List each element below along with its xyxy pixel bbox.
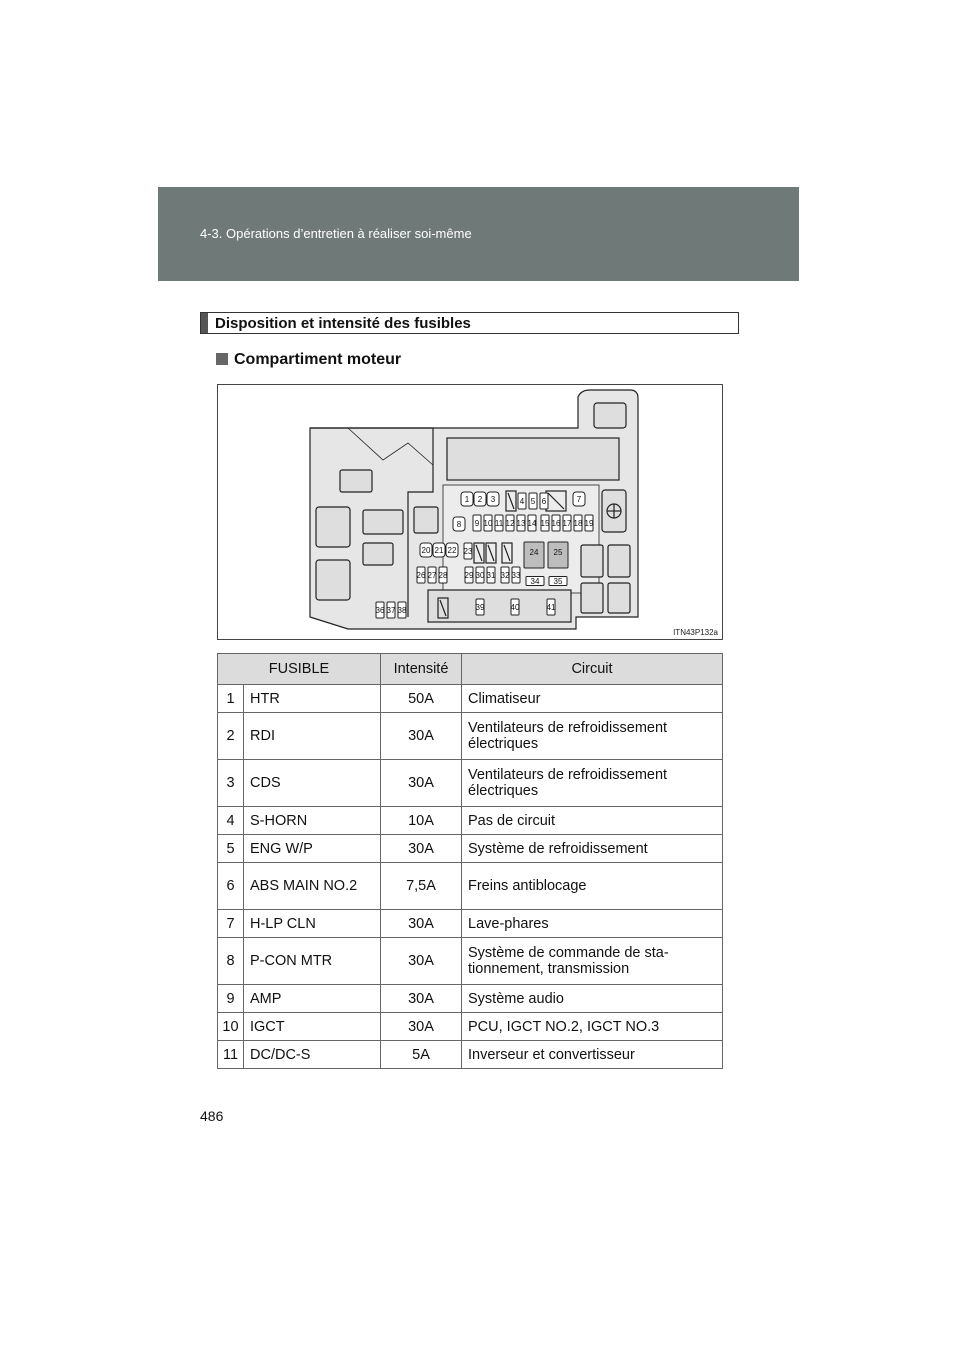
fuse-label: 9 — [474, 519, 480, 528]
fuse-circuit: Système de refroidissement — [462, 835, 723, 863]
table-row — [218, 685, 723, 713]
fuse-label: 38 — [397, 606, 407, 615]
fuse-label: 16 — [551, 519, 561, 528]
fuse-label: 3 — [490, 495, 496, 504]
table-row — [218, 863, 723, 910]
fuse-name: DC/DC-S — [244, 1041, 381, 1069]
table-row — [218, 1013, 723, 1041]
fuse-number: 7 — [218, 910, 244, 938]
fuse-5 — [529, 493, 537, 509]
fuse-circuit: Freins antiblocage — [462, 863, 723, 910]
fuse-label: 1 — [464, 495, 470, 504]
fuse-17 — [563, 515, 572, 531]
fuse-number: 5 — [218, 835, 244, 863]
fuse-intensity: 30A — [381, 713, 462, 760]
fuse-14 — [528, 515, 537, 531]
fuse-number: 11 — [218, 1041, 244, 1069]
fuse-27 — [428, 567, 437, 583]
fuse-number: 1 — [218, 685, 244, 713]
fuse-label: 4 — [519, 497, 525, 506]
fuse-intensity: 30A — [381, 760, 462, 807]
fuse-number: 3 — [218, 760, 244, 807]
fuse-number: 2 — [218, 713, 244, 760]
fuse-name: RDI — [244, 713, 381, 760]
fuse-label: 21 — [434, 546, 444, 555]
fuse-41 — [547, 599, 556, 615]
fuse-intensity: 30A — [381, 985, 462, 1013]
fuse-label: 8 — [456, 520, 462, 529]
fuse-intensity: 5A — [381, 1041, 462, 1069]
section-title-box — [200, 312, 739, 334]
fuse-24 — [524, 542, 544, 568]
col-header-circuit: Circuit — [462, 654, 723, 685]
fuse-name: AMP — [244, 985, 381, 1013]
fuse-39 — [476, 599, 485, 615]
fuse-label: 25 — [553, 548, 563, 557]
fuse-intensity: 30A — [381, 1013, 462, 1041]
fuse-6 — [540, 493, 548, 509]
table-row — [218, 713, 723, 760]
fuse-label: 31 — [486, 571, 496, 580]
fuse-30 — [476, 567, 485, 583]
fuse-34 — [526, 577, 544, 587]
fuse-label: 2 — [477, 495, 483, 504]
fuse-23 — [464, 543, 473, 559]
fuse-label: 19 — [584, 519, 594, 528]
fuse-19 — [585, 515, 594, 531]
fuse-10 — [484, 515, 493, 531]
fuse-11 — [495, 515, 504, 531]
fuse-label: 11 — [494, 519, 504, 528]
fuse-intensity: 50A — [381, 685, 462, 713]
fuse-name: ABS MAIN NO.2 — [244, 863, 381, 910]
table-header-row — [218, 654, 723, 685]
fuse-label: 41 — [546, 603, 556, 612]
fuse-box-drawing — [218, 385, 724, 641]
fuse-label: 10 — [483, 519, 493, 528]
fuse-intensity: 7,5A — [381, 863, 462, 910]
fuse-name: ENG W/P — [244, 835, 381, 863]
fuse-number: 6 — [218, 863, 244, 910]
square-bullet-icon — [216, 353, 228, 365]
fuse-label: 14 — [527, 519, 537, 528]
fuse-label: 17 — [562, 519, 572, 528]
fuse-18 — [574, 515, 583, 531]
fuse-13 — [517, 515, 526, 531]
fuse-intensity: 30A — [381, 938, 462, 985]
fuse-label: 26 — [416, 571, 426, 580]
fuse-number: 8 — [218, 938, 244, 985]
fuse-label: 40 — [510, 603, 520, 612]
fuse-label: 18 — [573, 519, 583, 528]
section-header: 4-3. Opérations d’entretien à réaliser soi-même — [200, 226, 472, 241]
fuse-label: 30 — [475, 571, 485, 580]
fuse-37 — [387, 602, 396, 618]
fuse-20 — [420, 543, 432, 557]
diagram-code: ITN43P132a — [673, 628, 718, 637]
fuse-intensity: 30A — [381, 910, 462, 938]
fuse-36 — [376, 602, 385, 618]
fuse-name: P-CON MTR — [244, 938, 381, 985]
fuse-name: HTR — [244, 685, 381, 713]
fuse-label: 6 — [541, 497, 547, 506]
fuse-label: 28 — [438, 571, 448, 580]
fuse-32 — [501, 567, 510, 583]
fuse-40 — [511, 599, 520, 615]
fuse-name: S-HORN — [244, 807, 381, 835]
fuse-label: 36 — [375, 606, 385, 615]
fuse-21 — [433, 543, 445, 557]
fuse-name: IGCT — [244, 1013, 381, 1041]
table-row — [218, 1041, 723, 1069]
fuse-7 — [573, 492, 585, 506]
fuse-table — [217, 653, 723, 1069]
fuse-circuit: Pas de circuit — [462, 807, 723, 835]
fuse-intensity: 10A — [381, 807, 462, 835]
subsection-title: Compartiment moteur — [234, 351, 402, 368]
fuse-label: 7 — [576, 495, 582, 504]
table-row — [218, 835, 723, 863]
fuse-circuit: Lave-phares — [462, 910, 723, 938]
fuse-38 — [398, 602, 407, 618]
fuse-label: 27 — [427, 571, 437, 580]
fuse-label: 39 — [475, 603, 485, 612]
fuse-circuit: Climatiseur — [462, 685, 723, 713]
fuse-label: 29 — [464, 571, 474, 580]
fuse-9 — [473, 515, 481, 531]
fuse-circuit: Système audio — [462, 985, 723, 1013]
fuse-number: 10 — [218, 1013, 244, 1041]
section-title: Disposition et intensité des fusibles — [215, 315, 471, 332]
fuse-16 — [552, 515, 561, 531]
fuse-label: 34 — [530, 577, 540, 586]
section-title-bar — [201, 313, 208, 333]
fuse-label: 24 — [529, 548, 539, 557]
fuse-circuit: Ventilateurs de refroidissement électriques — [462, 713, 723, 760]
fuse-name: CDS — [244, 760, 381, 807]
fuse-circuit: Système de commande de sta-tionnement, transmission — [462, 938, 723, 985]
fuse-15 — [541, 515, 550, 531]
fuse-label: 5 — [530, 497, 536, 506]
fuse-35 — [549, 577, 567, 587]
page-number: 486 — [200, 1108, 224, 1124]
fuse-label: 20 — [421, 546, 431, 555]
table-row — [218, 807, 723, 835]
fuse-label: 35 — [553, 577, 563, 586]
table-row — [218, 938, 723, 985]
fuse-4 — [518, 493, 526, 509]
table-row — [218, 910, 723, 938]
fuse-1 — [461, 492, 473, 506]
fuse-circuit: PCU, IGCT NO.2, IGCT NO.3 — [462, 1013, 723, 1041]
table-row — [218, 760, 723, 807]
fuse-box-diagram — [217, 384, 723, 640]
fuse-label: 32 — [500, 571, 510, 580]
col-header-fuse: FUSIBLE — [218, 654, 381, 685]
table-row — [218, 985, 723, 1013]
fuse-label: 12 — [505, 519, 515, 528]
fuse-number: 9 — [218, 985, 244, 1013]
col-header-intensity: Intensité — [381, 654, 462, 685]
fuse-label: 33 — [511, 571, 521, 580]
fuse-label: 15 — [540, 519, 550, 528]
fuse-29 — [465, 567, 474, 583]
fuse-label: 13 — [516, 519, 526, 528]
fuse-22 — [446, 543, 458, 557]
fuse-2 — [474, 492, 486, 506]
subsection-heading — [216, 351, 401, 369]
fuse-12 — [506, 515, 515, 531]
fuse-25 — [548, 542, 568, 568]
fuse-31 — [487, 567, 496, 583]
fuse-number: 4 — [218, 807, 244, 835]
fuse-circuit: Inverseur et convertisseur — [462, 1041, 723, 1069]
fuse-28 — [439, 567, 448, 583]
fuse-label: 23 — [463, 547, 473, 556]
fuse-name: H-LP CLN — [244, 910, 381, 938]
fuse-8 — [453, 517, 465, 531]
fuse-3 — [487, 492, 499, 506]
fuse-circuit: Ventilateurs de refroidissement électriques — [462, 760, 723, 807]
fuse-33 — [512, 567, 521, 583]
fuse-intensity: 30A — [381, 835, 462, 863]
fuse-label: 37 — [386, 606, 396, 615]
fuse-label: 22 — [447, 546, 457, 555]
fuse-26 — [417, 567, 426, 583]
